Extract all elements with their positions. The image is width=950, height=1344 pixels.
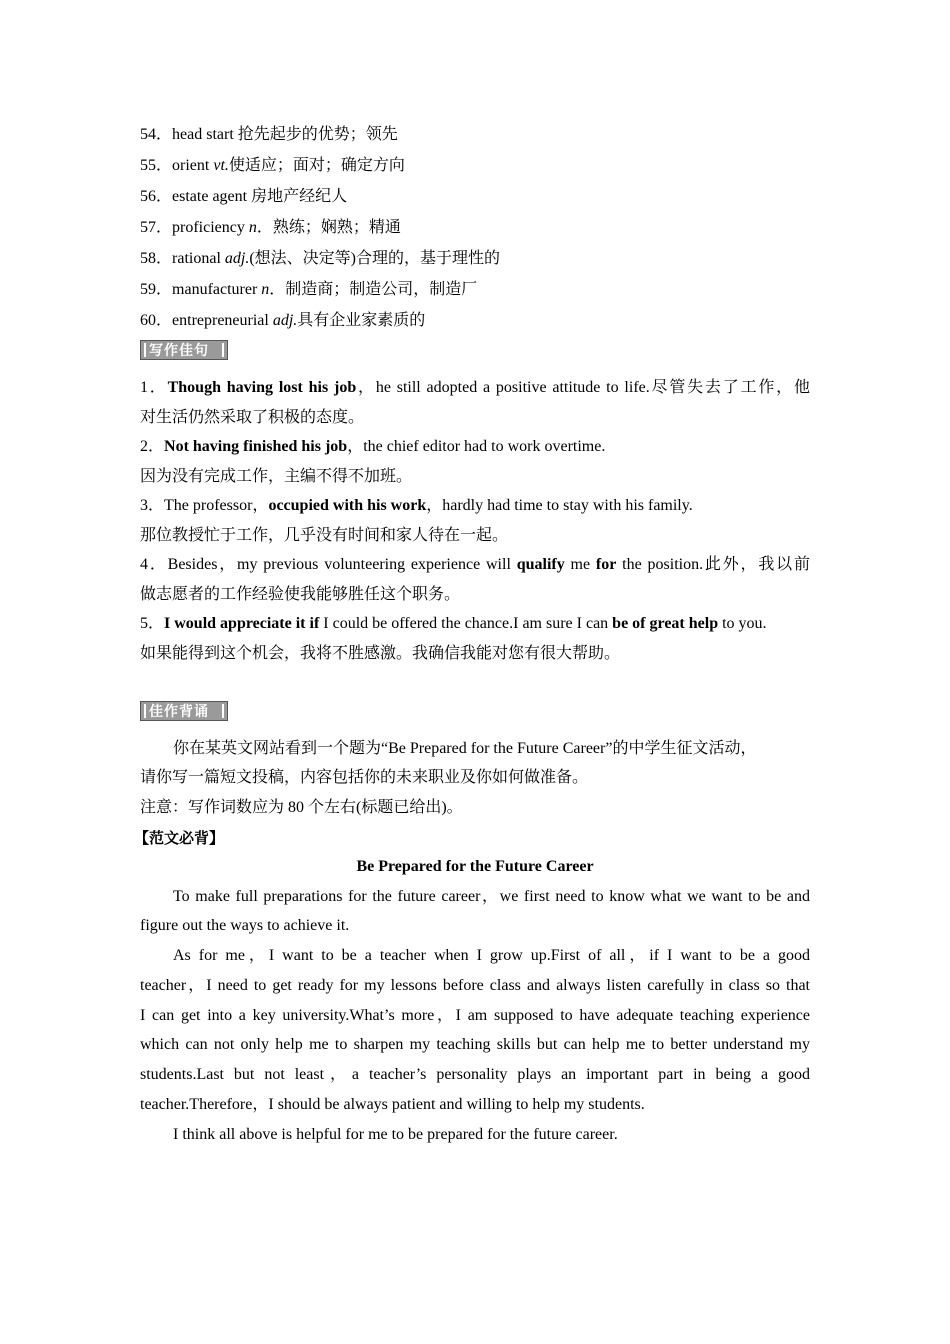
sentence-text: The professor， [164,497,269,514]
essay-line: students.Last but not least，a teacher’s personality plays an important part in being a good [140,1066,810,1083]
section-badge-essay: 佳作背诵 [140,701,228,721]
sentence-line [140,378,810,398]
essay-line: I can get into a key university.What’s more，I am supposed to have adequate teaching experience [140,1007,810,1024]
essay-line: figure out the ways to achieve it. [140,917,350,934]
sentence-key-phrase: Not having finished his job [164,438,348,455]
vocab-item [140,187,347,207]
vocab-pos: vt. [213,157,229,174]
sentence-key-phrase: Though having lost his job [167,379,357,396]
vocab-pos: adj. [224,250,250,267]
vocab-pos: n [261,281,270,298]
essay-line: I think all above is helpful for me to be prepared for the future career. [173,1126,618,1143]
vocab-number: 55． [140,157,173,174]
sentence-key-phrase: qualify [516,556,565,573]
sentence-text: I could be offered the chance.I am sure I can [319,615,613,632]
sentence-text: ，he still adopted a positive attitude to life.尽管失去了工作，他 [356,379,810,396]
sentence-line [140,496,693,516]
vocab-word: estate agent [172,188,252,205]
vocab-number: 60． [140,312,173,329]
essay-line: teacher，I need to get ready for my lessons before class and always listen carefully in class so that [140,977,810,994]
sentence-translation: 对生活仍然采取了积极的态度。 [140,409,365,426]
vocab-number: 57． [140,219,173,236]
sentence-line [140,555,810,575]
vocab-item [140,249,500,269]
sentence-translation: 如果能得到这个机会，我将不胜感激。我确信我能对您有很大帮助。 [140,645,621,662]
sentence-translation: 因为没有完成工作，主编不得不加班。 [140,468,413,485]
vocab-item [140,311,425,331]
vocab-item [140,125,398,145]
sentence-text: Besides，my previous volunteering experience will [167,556,517,573]
sentence-text: the position.此外，我以前 [616,556,810,573]
sentence-number: 3． [140,497,165,514]
vocab-number: 56． [140,188,173,205]
vocab-number: 58． [140,250,173,267]
sentence-number: 1． [140,379,168,396]
sentence-line [140,614,767,634]
vocab-meaning: ．熟练；娴熟；精通 [256,219,401,236]
vocab-word: rational [172,250,225,267]
sentence-key-phrase: for [595,556,617,573]
vocab-word: entrepreneurial [172,312,273,329]
sentence-number: 2． [140,438,165,455]
sentence-key-phrase: be of great help [612,615,719,632]
sentence-text: ，the chief editor had to work overtime. [347,438,606,455]
task-prompt: 你在某英文网站看到一个题为“Be Prepared for the Future Career”的中学生征文活动， [173,740,757,757]
vocab-item [140,218,401,238]
sentence-number: 4． [140,556,168,573]
vocab-meaning: 房地产经纪人 [251,188,348,205]
sentence-text: me [564,556,596,573]
vocab-word: manufacturer [172,281,262,298]
essay-line: which can not only help me to sharpen my teaching skills but can help me to better understand my [140,1036,810,1053]
task-note: 注意：写作词数应为 80 个左右(标题已给出)。 [140,799,463,816]
vocab-number: 54． [140,126,173,143]
vocab-meaning: ．制造商；制造公司，制造厂 [269,281,478,298]
sentence-text: ，hardly had time to stay with his family. [426,497,693,514]
vocab-meaning: 抢先起步的优势；领先 [237,126,398,143]
sentence-translation: 做志愿者的工作经验使我能够胜任这个职务。 [140,586,461,603]
vocab-word: orient [172,157,214,174]
vocab-pos: n [248,219,257,236]
task-prompt: 请你写一篇短文投稿，内容包括你的未来职业及你如何做准备。 [140,769,589,786]
vocab-meaning: 具有企业家素质的 [297,312,426,329]
sentence-number: 5． [140,615,165,632]
essay-title: Be Prepared for the Future Career [356,858,594,875]
sentence-line [140,437,605,457]
vocab-meaning: (想法、决定等)合理的，基于理性的 [249,250,501,267]
section-badge-sentences: 写作佳句 [140,340,228,360]
vocab-number: 59． [140,281,173,298]
sentence-translation: 那位教授忙于工作，几乎没有时间和家人待在一起。 [140,527,509,544]
sentence-key-phrase: I would appreciate it if [164,615,320,632]
vocab-item [140,156,405,176]
vocab-pos: adj. [272,312,298,329]
essay-line: As for me，I want to be a teacher when I grow up.First of all，if I want to be a good [173,947,811,964]
sentence-text: to you. [718,615,767,632]
essay-line: teacher.Therefore，I should be always patient and willing to help my students. [140,1096,645,1113]
vocab-meaning: 使适应；面对；确定方向 [228,157,405,174]
vocab-word: head start [172,126,238,143]
vocab-word: proficiency [172,219,249,236]
essay-line: To make full preparations for the future career，we first need to know what we want to be and [173,888,810,905]
sentence-key-phrase: occupied with his work [268,497,427,514]
vocab-item [140,280,477,300]
model-essay-label: 【范文必背】 [134,829,225,847]
